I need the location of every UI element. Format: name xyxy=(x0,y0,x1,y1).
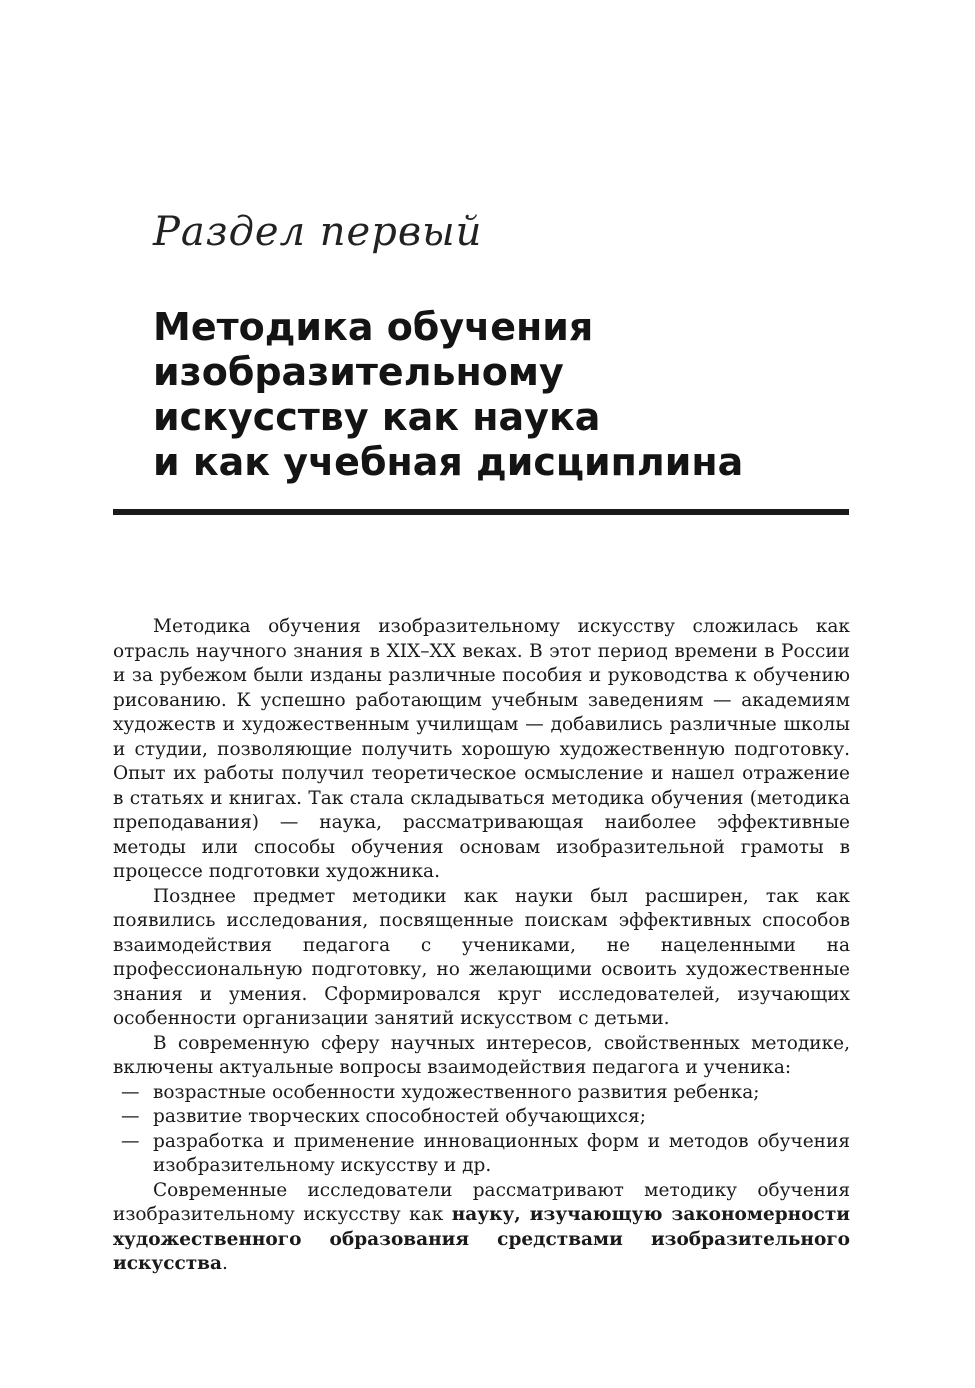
list-item xyxy=(113,1105,850,1130)
chapter-title-line: и как учебная дисциплина xyxy=(153,440,744,484)
chapter-title-line: искусству как наука xyxy=(153,395,601,439)
list-item-text: разработка и применение инновационных форм и методов обучения изобразительному искусству и др. xyxy=(153,1130,850,1176)
paragraph: В современную сферу научных интересов, свойственных методике, включены актуальные вопросы взаимодействия педагога и ученика: xyxy=(113,1032,850,1078)
bold-definition: науку, изучающую закономерности художественного образования средствами изобразительного искусства xyxy=(113,1204,850,1274)
final-paragraph-start: Современные исследователи рассматривают методику обучения изобразительному искусству как xyxy=(113,1179,850,1225)
bullet-list xyxy=(113,1081,850,1179)
chapter-title-line: Методика обучения xyxy=(153,305,594,349)
paragraph: Позднее предмет методики как науки был расширен, так как появились исследования, посвященные поискам эффективных способов взаимодействия педагога с учениками, не нацеленными на профессиональную подготовку, но желающими освоить художественные знания и умения. Сформировался круг исследователей, изучающих особенности организации занятий искусством с детьми. xyxy=(113,885,850,1029)
dash-marker: — xyxy=(121,1106,140,1127)
title-divider xyxy=(113,509,849,515)
dash-marker: — xyxy=(121,1130,140,1152)
section-label: Раздел первый xyxy=(153,209,483,255)
paragraph: Методика обучения изобразительному искусству сложилась как отрасль научного знания в XIX–XX веках. В этот период времени в России и за рубежом были изданы различные пособия и руководства к обучению рисованию. К успешно работающим учебным заведениям — академиям художеств и художественным училищам — добавились различные школы и студии, позволяющие получить хорошую художественную подготовку. Опыт их работы получил теоретическое осмысление и нашел отражение в статьях и книгах. Так стала складываться методика обучения (методика преподавания) — наука, рассматривающая наиболее эффективные методы или способы обучения основам изобразительной грамоты в процессе подготовки художника. xyxy=(113,616,850,882)
list-item xyxy=(113,1130,850,1179)
list-item-text: возрастные особенности художественного развития ребенка; xyxy=(153,1081,760,1103)
chapter-title-line: изобразительному xyxy=(153,350,564,394)
body-text xyxy=(113,615,850,1277)
final-paragraph-end: . xyxy=(222,1253,228,1274)
list-item-text: развитие творческих способностей обучающихся; xyxy=(153,1106,646,1127)
list-item xyxy=(113,1081,850,1106)
dash-marker: — xyxy=(121,1081,140,1103)
chapter-title xyxy=(153,305,873,485)
final-paragraph xyxy=(113,1179,850,1277)
